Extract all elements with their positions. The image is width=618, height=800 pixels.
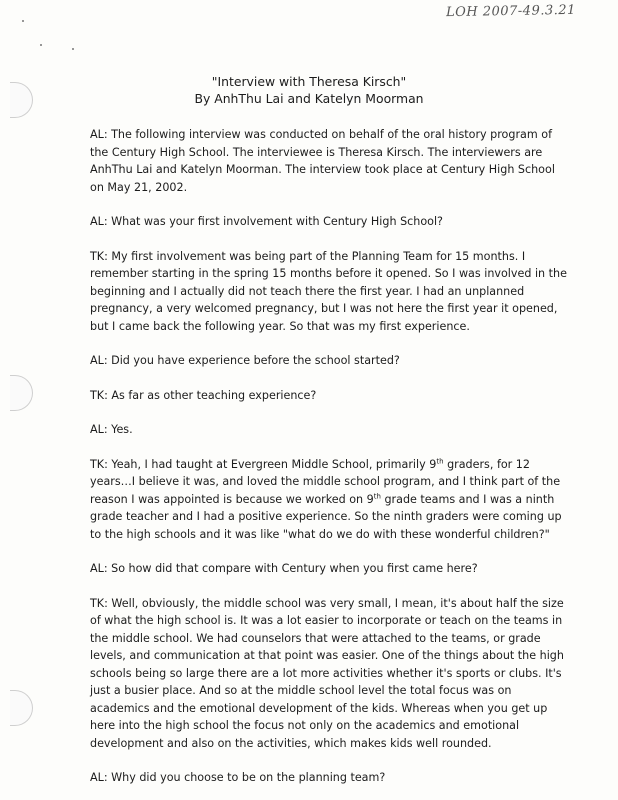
paragraph-question: AL: Why did you choose to be on the planning team? <box>90 771 386 784</box>
paragraph-answer: TK: Well, obviously, the middle school was very small, I mean, it's about half the size of what the high school is. It was a lot easier to incorporate or teach on the teams in the middle school. We had counselors that were attached to the teams, or grade levels, and communication at that point was easier. One of the things about the high schools being so large there are a lot more activities whether it's sports or clubs. It's just a busier place. And so at the middle school level the total focus was on academics and the emotional development of the kids. Whereas when you get up here into the high school the focus not only on the academics and emotional development and also on the activities, which makes kids well rounded. <box>90 596 564 750</box>
scan-speck <box>22 20 24 22</box>
paragraph-intro: AL: The following interview was conducted on behalf of the oral history program of the Century High School. The interviewee is Theresa Kirsch. The interviewers are AnhThu Lai and Katelyn Moorman. The interview took place at Century High School on May 21, 2002. <box>90 128 555 194</box>
accession-number: LOH 2007-49.3.21 <box>446 2 577 21</box>
paragraph-text: TK: Yeah, I had taught at Evergreen Middle School, primarily 9 <box>90 457 437 471</box>
document-byline: By AnhThu Lai and Katelyn Moorman <box>194 91 424 106</box>
transcript-body <box>90 126 568 787</box>
paragraph-answer: TK: As far as other teaching experience? <box>90 388 317 402</box>
paragraph-question: AL: So how did that compare with Century when you first came here? <box>90 562 478 575</box>
paragraph-answer: TK: My first involvement was being part of the Planning Team for 15 months. I remember starting in the spring 15 months before it opened. So I was involved in the beginning and I actually did not teach there the first year. I had an unplanned pregnancy, a very welcomed pregnancy, but I was not here the first year it opened, but I came back the following year. So that was my first experience. <box>90 249 567 333</box>
paragraph-answer <box>90 456 568 544</box>
scan-speck <box>40 44 42 46</box>
scan-speck <box>72 48 74 50</box>
paragraph-text: graders, for 12 years…I believe it was, and loved the middle school program, and I think part of the reason I was appointed is because we worked on 9 <box>90 457 561 506</box>
punch-hole-middle <box>10 375 33 411</box>
punch-hole-bottom <box>10 690 33 726</box>
title-block <box>0 73 618 107</box>
ordinal-superscript: th <box>436 456 444 465</box>
paragraph-question: AL: What was your first involvement with Century High School? <box>90 215 443 228</box>
document-title: "Interview with Theresa Kirsch" <box>211 74 407 89</box>
paragraph-question: AL: Yes. <box>90 423 133 436</box>
ordinal-superscript: th <box>373 491 381 500</box>
paragraph-question: AL: Did you have experience before the school started? <box>90 354 400 367</box>
paragraph-text: grade teams and I was a ninth grade teacher and I had a positive experience. So the ninth graders were coming up to the high schools and it was like "what do we do with these wonderful children?" <box>90 492 562 541</box>
